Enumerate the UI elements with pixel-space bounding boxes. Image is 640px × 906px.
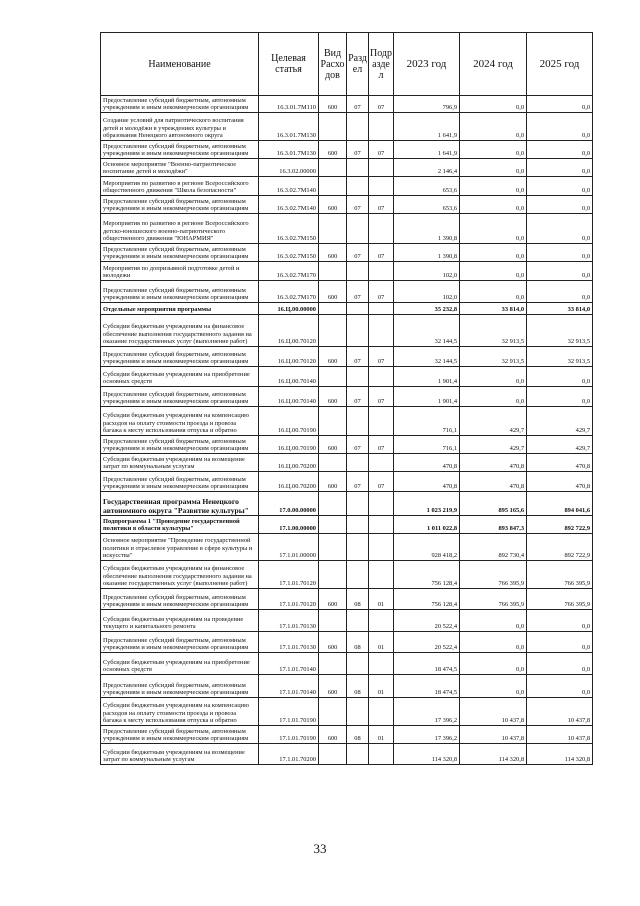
row-section: 07: [347, 472, 369, 492]
row-section: 07: [347, 347, 369, 367]
row-name: Основное мероприятие "Проведение государственной политики и отраслевое управление в сфере культуры и искусства": [101, 534, 259, 561]
row-name: Мероприятия по развитию в регионе Всероссийского общественного движения "Школа безопасности": [101, 177, 259, 196]
row-target-code: 17.1.01.70200: [259, 744, 319, 765]
row-target-code: 16.3.01.7М130: [259, 113, 319, 141]
row-expense-kind: 600: [319, 196, 347, 214]
row-subsection: 01: [369, 675, 394, 698]
row-value-2023: 1 023 219,9: [394, 492, 460, 516]
row-value-2024: 893 847,3: [460, 516, 527, 534]
row-expense-kind: [319, 214, 347, 244]
table-row: [101, 367, 593, 387]
row-name: Предоставление субсидий бюджетным, автономным учреждениям и иным некоммерческим организациям: [101, 472, 259, 492]
row-subsection: [369, 315, 394, 347]
row-value-2025: 0,0: [527, 244, 593, 262]
row-expense-kind: [319, 653, 347, 675]
row-target-code: 16.Ц.00.70200: [259, 472, 319, 492]
row-subsection: [369, 454, 394, 472]
row-value-2023: 20 522,4: [394, 610, 460, 632]
row-name: Основное мероприятие "Военно-патриотическое воспитание детей и молодёжи": [101, 159, 259, 177]
table-row: [101, 177, 593, 196]
row-value-2025: 470,8: [527, 454, 593, 472]
col-header-kind: Вид Расхо дов: [319, 33, 347, 96]
row-value-2024: 470,8: [460, 472, 527, 492]
row-section: [347, 744, 369, 765]
table-row: [101, 407, 593, 436]
row-section: [347, 610, 369, 632]
row-value-2024: 766 395,9: [460, 561, 527, 589]
row-section: 08: [347, 589, 369, 610]
row-subsection: 07: [369, 436, 394, 454]
row-name: Субсидии бюджетным учреждениям на приобретение основных средств: [101, 653, 259, 675]
row-value-2025: 10 437,8: [527, 698, 593, 726]
row-name: Предоставление субсидий бюджетным, автономным учреждениям и иным некоммерческим организациям: [101, 196, 259, 214]
row-expense-kind: [319, 262, 347, 281]
row-name: Предоставление субсидий бюджетным, автономным учреждениям и иным некоммерческим организациям: [101, 632, 259, 653]
row-section: [347, 492, 369, 516]
row-name: Субсидии бюджетным учреждениям на приобретение основных средств: [101, 367, 259, 387]
row-subsection: [369, 214, 394, 244]
row-value-2025: 33 814,0: [527, 303, 593, 315]
row-value-2024: 429,7: [460, 407, 527, 436]
row-target-code: 17.1.01.70120: [259, 561, 319, 589]
row-subsection: [369, 610, 394, 632]
row-section: 07: [347, 436, 369, 454]
row-name: Мероприятия по развитию в регионе Всероссийского детско-юношеского военно-патриотического общественного движения "ЮНАРМИЯ": [101, 214, 259, 244]
row-value-2023: 35 232,8: [394, 303, 460, 315]
row-value-2023: 18 474,5: [394, 675, 460, 698]
row-subsection: [369, 653, 394, 675]
table-row: [101, 244, 593, 262]
row-value-2023: 18 474,5: [394, 653, 460, 675]
row-subsection: [369, 516, 394, 534]
table-row: [101, 113, 593, 141]
row-value-2023: 653,6: [394, 196, 460, 214]
row-value-2024: 429,7: [460, 436, 527, 454]
row-value-2023: 1 901,4: [394, 367, 460, 387]
row-value-2024: 0,0: [460, 610, 527, 632]
row-value-2023: 1 641,9: [394, 141, 460, 159]
row-target-code: 16.Ц.00.70140: [259, 367, 319, 387]
row-value-2024: 114 320,8: [460, 744, 527, 765]
table-row: [101, 632, 593, 653]
row-target-code: 16.Ц.00.70120: [259, 315, 319, 347]
row-section: [347, 367, 369, 387]
row-value-2024: 10 437,8: [460, 698, 527, 726]
row-expense-kind: [319, 303, 347, 315]
row-expense-kind: [319, 534, 347, 561]
row-value-2023: 928 418,2: [394, 534, 460, 561]
row-target-code: 17.1.01.70190: [259, 726, 319, 744]
table-row: [101, 561, 593, 589]
table-header-row: [101, 33, 593, 96]
row-value-2023: 20 522,4: [394, 632, 460, 653]
row-section: [347, 454, 369, 472]
row-subsection: 01: [369, 726, 394, 744]
col-header-name: Наименование: [101, 33, 259, 96]
row-value-2024: 32 913,5: [460, 347, 527, 367]
row-name: Предоставление субсидий бюджетным, автономным учреждениям и иным некоммерческим организациям: [101, 726, 259, 744]
row-value-2025: 0,0: [527, 196, 593, 214]
row-section: [347, 516, 369, 534]
row-subsection: 01: [369, 632, 394, 653]
row-value-2025: 470,8: [527, 472, 593, 492]
row-value-2025: 114 320,8: [527, 744, 593, 765]
row-expense-kind: [319, 516, 347, 534]
row-expense-kind: 600: [319, 96, 347, 113]
row-value-2024: 470,8: [460, 454, 527, 472]
row-value-2023: 32 144,5: [394, 347, 460, 367]
row-subsection: 01: [369, 589, 394, 610]
row-value-2025: 0,0: [527, 214, 593, 244]
row-value-2024: 0,0: [460, 113, 527, 141]
table-row: [101, 492, 593, 516]
row-value-2024: 766 395,9: [460, 589, 527, 610]
row-target-code: 16.3.02.7М170: [259, 281, 319, 303]
row-value-2024: 0,0: [460, 675, 527, 698]
row-target-code: 16.Ц.00.70120: [259, 347, 319, 367]
row-value-2023: 1 641,9: [394, 113, 460, 141]
row-name: Подпрограмма 1 "Проведение государственной политики в области культуры": [101, 516, 259, 534]
row-name: Субсидии бюджетным учреждениям на финансовое обеспечение выполнения государственного задания на оказание государственных услуг (выполнение работ): [101, 561, 259, 589]
row-name: Субсидии бюджетным учреждениям на компенсацию расходов на оплату стоимости проезда и провоза багажа к месту использования отпуска и обратно: [101, 698, 259, 726]
col-header-2023: 2023 год: [394, 33, 460, 96]
table-row: [101, 347, 593, 367]
row-target-code: 17.1.01.70190: [259, 698, 319, 726]
row-subsection: [369, 534, 394, 561]
row-expense-kind: [319, 407, 347, 436]
table-row: [101, 303, 593, 315]
row-expense-kind: 600: [319, 141, 347, 159]
row-name: Предоставление субсидий бюджетным, автономным учреждениям и иным некоммерческим организациям: [101, 244, 259, 262]
row-target-code: 16.3.02.7М150: [259, 214, 319, 244]
row-name: Предоставление субсидий бюджетным, автономным учреждениям и иным некоммерческим организациям: [101, 387, 259, 407]
row-subsection: [369, 113, 394, 141]
row-value-2024: 0,0: [460, 367, 527, 387]
table-row: [101, 454, 593, 472]
row-name: Предоставление субсидий бюджетным, автономным учреждениям и иным некоммерческим организациям: [101, 347, 259, 367]
row-value-2025: 429,7: [527, 407, 593, 436]
row-section: 07: [347, 244, 369, 262]
row-expense-kind: 600: [319, 675, 347, 698]
row-target-code: 17.1.01.00000: [259, 534, 319, 561]
row-value-2025: 0,0: [527, 632, 593, 653]
table-row: [101, 214, 593, 244]
table-row: [101, 610, 593, 632]
row-value-2025: 0,0: [527, 262, 593, 281]
budget-table: [100, 32, 593, 765]
row-name: Субсидии бюджетным учреждениям на проведение текущего и капитального ремонта: [101, 610, 259, 632]
row-value-2025: 0,0: [527, 96, 593, 113]
row-target-code: 16.3.02.7М150: [259, 244, 319, 262]
row-value-2024: 0,0: [460, 632, 527, 653]
row-section: [347, 653, 369, 675]
row-value-2023: 756 128,4: [394, 561, 460, 589]
row-subsection: 07: [369, 244, 394, 262]
row-target-code: 17.1.00.00000: [259, 516, 319, 534]
page-number: 33: [313, 841, 327, 856]
row-target-code: 17.1.01.70130: [259, 632, 319, 653]
table-row: [101, 196, 593, 214]
table-row: [101, 589, 593, 610]
row-section: 08: [347, 675, 369, 698]
row-section: [347, 534, 369, 561]
row-value-2024: 0,0: [460, 196, 527, 214]
row-subsection: 07: [369, 347, 394, 367]
row-target-code: 16.Ц.00.70190: [259, 436, 319, 454]
row-expense-kind: [319, 561, 347, 589]
col-header-target: Целевая статья: [259, 33, 319, 96]
row-value-2023: 716,1: [394, 407, 460, 436]
row-expense-kind: [319, 315, 347, 347]
row-target-code: 16.3.02.7М140: [259, 196, 319, 214]
row-expense-kind: 600: [319, 436, 347, 454]
row-value-2024: 0,0: [460, 177, 527, 196]
row-name: Предоставление субсидий бюджетным, автономным учреждениям и иным некоммерческим организациям: [101, 141, 259, 159]
row-name: Субсидии бюджетным учреждениям на финансовое обеспечение выполнения государственного задания на оказание государственных услуг (выполнение работ): [101, 315, 259, 347]
row-value-2023: 102,0: [394, 262, 460, 281]
row-value-2023: 17 396,2: [394, 726, 460, 744]
row-value-2025: 32 913,5: [527, 315, 593, 347]
row-name: Создание условий для патриотического воспитания детей и молодёжи в учреждениях культуры и образования Ненецкого автономного округа: [101, 113, 259, 141]
row-value-2023: 114 320,8: [394, 744, 460, 765]
row-name: Государственная программа Ненецкого автономного округа "Развитие культуры": [101, 492, 259, 516]
row-subsection: [369, 407, 394, 436]
row-section: [347, 698, 369, 726]
row-section: 07: [347, 141, 369, 159]
table-row: [101, 315, 593, 347]
table-row: [101, 653, 593, 675]
row-target-code: 16.3.01.7М110: [259, 96, 319, 113]
row-section: 07: [347, 387, 369, 407]
row-target-code: 16.Ц.00.70200: [259, 454, 319, 472]
table-row: [101, 96, 593, 113]
row-value-2023: 2 146,4: [394, 159, 460, 177]
row-value-2025: 894 041,6: [527, 492, 593, 516]
row-value-2023: 1 901,4: [394, 387, 460, 407]
row-value-2024: 0,0: [460, 244, 527, 262]
row-subsection: 07: [369, 387, 394, 407]
row-target-code: 17.1.01.70120: [259, 589, 319, 610]
row-value-2023: 32 144,5: [394, 315, 460, 347]
row-subsection: 07: [369, 281, 394, 303]
row-subsection: 07: [369, 196, 394, 214]
row-subsection: [369, 744, 394, 765]
row-target-code: 17.1.01.70140: [259, 653, 319, 675]
row-name: Отдельные мероприятия программы: [101, 303, 259, 315]
row-value-2024: 0,0: [460, 159, 527, 177]
col-header-subsection: Подр азде л: [369, 33, 394, 96]
row-expense-kind: [319, 367, 347, 387]
row-expense-kind: [319, 744, 347, 765]
row-subsection: [369, 177, 394, 196]
row-name: Предоставление субсидий бюджетным, автономным учреждениям и иным некоммерческим организациям: [101, 281, 259, 303]
table-row: [101, 675, 593, 698]
row-name: Предоставление субсидий бюджетным, автономным учреждениям и иным некоммерческим организациям: [101, 589, 259, 610]
row-value-2025: 766 395,9: [527, 561, 593, 589]
table-row: [101, 698, 593, 726]
row-expense-kind: [319, 177, 347, 196]
row-target-code: 16.Ц.00.70190: [259, 407, 319, 436]
row-value-2023: 102,0: [394, 281, 460, 303]
row-value-2023: 653,6: [394, 177, 460, 196]
row-name: Предоставление субсидий бюджетным, автономным учреждениям и иным некоммерческим организациям: [101, 675, 259, 698]
row-value-2024: 0,0: [460, 214, 527, 244]
row-expense-kind: 600: [319, 589, 347, 610]
col-header-section: Разд ел: [347, 33, 369, 96]
row-value-2023: 1 390,8: [394, 214, 460, 244]
row-target-code: 16.Ц.00.00000: [259, 303, 319, 315]
table-row: [101, 534, 593, 561]
row-subsection: [369, 561, 394, 589]
table-row: [101, 262, 593, 281]
row-target-code: 17.1.01.70140: [259, 675, 319, 698]
row-expense-kind: 600: [319, 726, 347, 744]
row-value-2023: 716,1: [394, 436, 460, 454]
row-value-2024: 0,0: [460, 387, 527, 407]
row-value-2025: 0,0: [527, 113, 593, 141]
row-value-2025: 0,0: [527, 367, 593, 387]
row-value-2024: 0,0: [460, 96, 527, 113]
row-section: [347, 177, 369, 196]
row-section: 08: [347, 632, 369, 653]
table-row: [101, 159, 593, 177]
row-target-code: 16.Ц.00.70140: [259, 387, 319, 407]
row-expense-kind: [319, 610, 347, 632]
row-value-2025: 766 395,9: [527, 589, 593, 610]
row-section: [347, 113, 369, 141]
row-value-2024: 0,0: [460, 141, 527, 159]
row-section: [347, 407, 369, 436]
row-expense-kind: 600: [319, 244, 347, 262]
row-value-2023: 470,8: [394, 472, 460, 492]
row-target-code: 16.3.02.7М170: [259, 262, 319, 281]
row-value-2024: 0,0: [460, 653, 527, 675]
table-row: [101, 281, 593, 303]
row-value-2025: 429,7: [527, 436, 593, 454]
row-target-code: 16.3.01.7М130: [259, 141, 319, 159]
row-value-2023: 470,8: [394, 454, 460, 472]
row-value-2023: 17 396,2: [394, 698, 460, 726]
row-name: Предоставление субсидий бюджетным, автономным учреждениям и иным некоммерческим организациям: [101, 96, 259, 113]
row-section: [347, 214, 369, 244]
table-row: [101, 516, 593, 534]
row-expense-kind: [319, 454, 347, 472]
row-expense-kind: [319, 698, 347, 726]
table-row: [101, 436, 593, 454]
row-value-2025: 0,0: [527, 177, 593, 196]
row-expense-kind: 600: [319, 347, 347, 367]
row-section: [347, 303, 369, 315]
row-value-2025: 0,0: [527, 159, 593, 177]
row-section: 08: [347, 726, 369, 744]
row-value-2025: 0,0: [527, 610, 593, 632]
row-value-2023: 1 390,8: [394, 244, 460, 262]
row-name: Предоставление субсидий бюджетным, автономным учреждениям и иным некоммерческим организациям: [101, 436, 259, 454]
row-value-2025: 0,0: [527, 387, 593, 407]
table-row: [101, 141, 593, 159]
row-subsection: 07: [369, 96, 394, 113]
row-target-code: 16.3.02.7М140: [259, 177, 319, 196]
row-value-2023: 1 011 022,8: [394, 516, 460, 534]
row-value-2025: 10 437,8: [527, 726, 593, 744]
row-target-code: 17.0.00.00000: [259, 492, 319, 516]
row-section: 07: [347, 196, 369, 214]
row-expense-kind: 600: [319, 632, 347, 653]
col-header-2025: 2025 год: [527, 33, 593, 96]
row-value-2025: 0,0: [527, 675, 593, 698]
row-subsection: [369, 262, 394, 281]
row-value-2024: 10 437,8: [460, 726, 527, 744]
row-subsection: 07: [369, 141, 394, 159]
row-value-2025: 892 722,9: [527, 516, 593, 534]
row-value-2025: 892 722,9: [527, 534, 593, 561]
row-value-2024: 892 730,4: [460, 534, 527, 561]
row-value-2024: 33 814,0: [460, 303, 527, 315]
row-section: [347, 561, 369, 589]
row-expense-kind: [319, 492, 347, 516]
row-name: Мероприятия по допризывной подготовке детей и молодежи: [101, 262, 259, 281]
row-name: Субсидии бюджетным учреждениям на возмещение затрат по коммунальным услугам: [101, 744, 259, 765]
row-section: 07: [347, 281, 369, 303]
row-subsection: [369, 367, 394, 387]
row-expense-kind: [319, 113, 347, 141]
row-value-2024: 0,0: [460, 262, 527, 281]
row-target-code: 17.1.01.70130: [259, 610, 319, 632]
row-section: [347, 315, 369, 347]
row-value-2024: 32 913,5: [460, 315, 527, 347]
row-name: Субсидии бюджетным учреждениям на возмещение затрат по коммунальным услугам: [101, 454, 259, 472]
row-section: 07: [347, 96, 369, 113]
row-subsection: 07: [369, 472, 394, 492]
row-section: [347, 159, 369, 177]
row-value-2025: 0,0: [527, 653, 593, 675]
table-row: [101, 726, 593, 744]
row-target-code: 16.3.02.00000: [259, 159, 319, 177]
row-subsection: [369, 303, 394, 315]
col-header-2024: 2024 год: [460, 33, 527, 96]
row-expense-kind: 600: [319, 472, 347, 492]
row-subsection: [369, 698, 394, 726]
row-value-2023: 756 128,4: [394, 589, 460, 610]
row-expense-kind: [319, 159, 347, 177]
row-value-2023: 796,9: [394, 96, 460, 113]
row-value-2025: 0,0: [527, 281, 593, 303]
row-subsection: [369, 159, 394, 177]
table-row: [101, 387, 593, 407]
row-value-2025: 32 913,5: [527, 347, 593, 367]
row-subsection: [369, 492, 394, 516]
row-value-2024: 0,0: [460, 281, 527, 303]
row-value-2024: 895 165,6: [460, 492, 527, 516]
row-value-2025: 0,0: [527, 141, 593, 159]
table-row: [101, 744, 593, 765]
row-expense-kind: 600: [319, 281, 347, 303]
row-expense-kind: 600: [319, 387, 347, 407]
row-section: [347, 262, 369, 281]
row-name: Субсидии бюджетным учреждениям на компенсацию расходов на оплату стоимости проезда и провоза багажа к месту использования отпуска и обратно: [101, 407, 259, 436]
table-row: [101, 472, 593, 492]
